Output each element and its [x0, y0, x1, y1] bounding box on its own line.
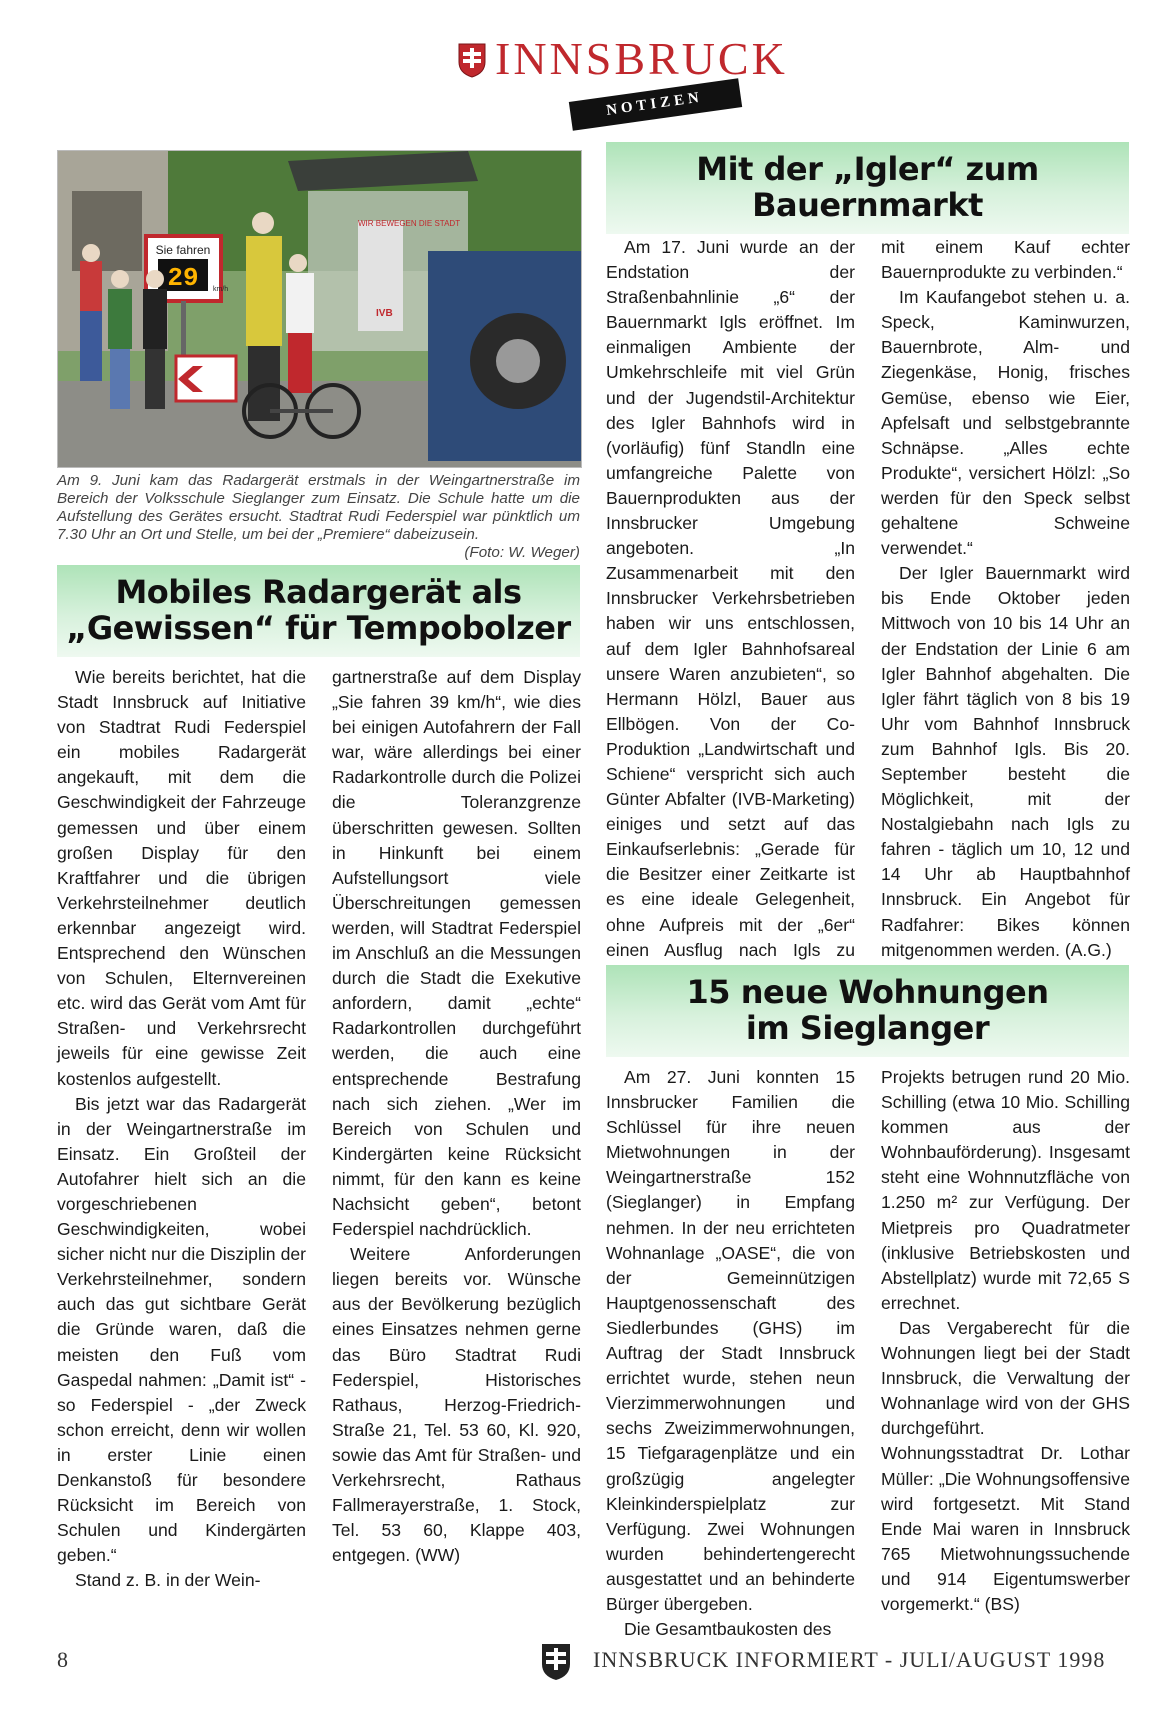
headline-box-igler	[606, 142, 1129, 234]
paragraph: Am 17. Juni wurde an der Endstation der Straßenbahnlinie „6“ der Bauernmarkt Igls eröffnet. Im einmaligen Ambiente der Umkehrschleife mit viel Grün und der Jugendstil-Architektur des Igler Bahnhofs wird in (vorläufig) fünf Standln eine umfangreiche Palette von Bauernprodukten aus der Innsbrucker Umgebung angeboten. „In Zusammenarbeit mit den Innsbrucker Verkehrsbetrieben haben wir uns entschlossen, auf dem Igler Bahnhofsareal unsere Waren anzubieten“, so Hermann Hölzl, Bauer aus Ellbögen. Von der Co-Produktion „Landwirtschaft und Schiene“ verspricht sich auch Günter Abfalter (IVB-Marketing) einiges und setzt auf das Einkaufserlebnis: „Gerade für die Besitzer einer Zeitkarte ist es eine ideale Gelegenheit, ohne Aufpreis mit der „6er“ einen Ausflug nach Igls zu	[606, 237, 855, 960]
radar-sign-unit: km/h	[213, 286, 229, 293]
radar-sign-label: Sie fahren	[155, 243, 211, 257]
poster-brand: IVB	[376, 308, 393, 319]
headline-igler: Mit der „Igler“ zum Bauernmarkt	[696, 150, 1039, 224]
igler-column-2	[881, 235, 1130, 963]
paragraph: Die Gesamtbaukosten des	[624, 1619, 832, 1640]
paragraph: Weitere Anforderungen liegen bereits vor. Wünsche aus der Bevölkerung bezüglich eines Einsatzes nehmen gerne das Büro Stadtrat Rudi Federspiel, Historisches Rathaus, Herzog-Friedrich-Straße 21, Tel. 53 60, Kl. 920, sowie das Amt für Straßen- und Verkehrsrecht, Rathaus Fallmerayerstraße, 1. Stock, Tel. 53 60, Klappe 403, entgegen. (WW)	[332, 1244, 581, 1566]
paragraph: mit einem Kauf echter Bauernprodukte zu verbinden.“	[881, 237, 1130, 283]
headline-wohnungen: 15 neue Wohnungen im Sieglanger	[686, 973, 1049, 1047]
paragraph: Der Igler Bauernmarkt wird bis Ende Oktober jeden Mittwoch von 10 bis 14 Uhr an der Endstation der Linie 6 am Igler Bahnhof abgehalten. Die Igler fährt täglich von 8 bis 19 Uhr vom Bahnhof Innsbruck zum Bahnhof Igls. Bis 20. September besteht die Möglichkeit, mit der Nostalgiebahn nach Igls zu fahren - täglich um 10, 12 und 14 Uhr ab Hauptbahnhof Innsbruck. Ein Angebot für Radfahrer: Bikes können mitgenommen werden. (A.G.)	[881, 563, 1130, 960]
paragraph: Bis jetzt war das Radargerät in der Weingartnerstraße im Einsatz. Ein Großteil der Autofahrer hielt sich an die vorgeschriebenen Geschwindigkeiten, wobei sicher nicht nur die Disziplin der Verkehrsteilnehmer, sondern auch das gut sichtbare Gerät die Gründe waren, daß die meisten den Fuß vom Gaspedal nahmen: „Damit ist“ - so Federspiel - „der Zweck schon erreicht, denn wir wollen in erster Linie einen Denkanstoß für besondere Rücksicht im Bereich von Schulen und Kindergärten geben.“	[57, 1093, 306, 1566]
headline-box-wohnungen	[606, 965, 1129, 1057]
headline-radar: Mobiles Radargerät als „Gewissen“ für Tempobolzer	[66, 573, 571, 647]
footer-publication: INNSBRUCK INFORMIERT - JULI/AUGUST 1998	[593, 1647, 1106, 1672]
paragraph: Am 27. Juni konnten 15 Innsbrucker Familien die Schlüssel für ihre neuen Mietwohnungen in der Weingartnerstraße 152 (Sieglanger) in Empfang nehmen. In der neu errichteten Wohnanlage „OASE“, die von der Gemeinnützigen Hauptgenossenschaft des Siedlerbundes (GHS) im Auftrag der Stadt Innsbruck errichtet wurde, stehen neun Vierzimmerwohnungen und sechs Zweizimmerwohnungen, 15 Tiefgaragenplätze und ein großzügig angelegter Kleinkinderspielplatz zur Verfügung. Zwei Wohnungen wurden behindertengerecht ausgestattet und an behinderte Bürger übergeben.	[606, 1067, 855, 1614]
masthead	[455, 33, 788, 124]
paragraph: Projekts betrugen rund 20 Mio. Schilling (etwa 10 Mio. Schilling kommen aus der Wohnbauförderung). Insgesamt steht eine Wohnnutzfläche von 1.250 m² zur Verfügung. Der Mietpreis pro Quadratmeter (inklusive Betriebskosten und Abstellplatz) wurde mit 72,65 S errechnet.	[881, 1067, 1130, 1313]
masthead-title: INNSBRUCK	[495, 33, 788, 84]
paragraph: Stand z. B. in der Wein-	[75, 1570, 261, 1591]
igler-column-1	[606, 235, 855, 988]
radar-column-1	[57, 665, 306, 1593]
article-photo	[57, 150, 582, 468]
city-crest-icon	[457, 42, 487, 78]
paragraph: Wie bereits berichtet, hat die Stadt Innsbruck auf Initiative von Stadtrat Rudi Federspiel ein mobiles Radargerät angekauft, mit dem die Geschwindigkeit der Fahrzeuge gemessen und über einem großen Display für den Kraftfahrer und die übrigen Verkehrsteilnehmer deutlich erkennbar angezeigt wird. Entsprechend den Wünschen von Schulen, Elternvereinen etc. wird das Gerät vom Amt für Straßen- und Verkehrsrecht jeweils für eine gewisse Zeit kostenlos aufgestellt.	[57, 667, 306, 1089]
footer-crest-icon	[540, 1642, 572, 1682]
poster-text: WIR BEWEGEN DIE STADT	[358, 219, 461, 228]
page-number: 8	[57, 1647, 68, 1672]
photo-illustration	[58, 151, 581, 467]
radar-sign-value: 29	[167, 263, 199, 293]
paragraph: gartnerstraße auf dem Display „Sie fahren 39 km/h“, wie dies bei einigen Autofahrern der Fall war, wäre allerdings bei einer Radarkontrolle durch die Polizei die Toleranzgrenze überschritten gewesen. Sollten in Hinkunft bei einem Aufstellungsort viele Überschreitungen gemessen werden, will Stadtrat Federspiel im Anschluß an die Messungen durch die Stadt die Exekutive anfordern, damit „echte“ Radarkontrollen durchgeführt werden, die auch eine entsprechende Bestrafung nach sich ziehen. „Wer im Bereich von Schulen und Kindergärten keine Rücksicht nimmt, für den kann es keine Nachsicht geben“, betont Federspiel nachdrücklich.	[332, 667, 581, 1240]
masthead-tag: NOTIZEN	[569, 78, 743, 131]
wohnungen-column-2	[881, 1065, 1130, 1617]
photo-credit: (Foto: W. Weger)	[464, 544, 580, 561]
caption-text: Am 9. Juni kam das Radargerät erstmals in der Weingartnerstraße im Bereich der Volksschule Sieglanger zum Einsatz. Die Schule hatte um die Aufstellung des Gerätes ersucht. Stadtrat Rudi Federspiel war pünktlich um 7.30 Uhr an Ort und Stelle, um bei der „Premiere“ dabeizusein.	[57, 472, 580, 543]
paragraph: Das Vergaberecht für die Wohnungen liegt bei der Stadt Innsbruck, die Verwaltung der Wohnanlage wird von der GHS durchgeführt. Wohnungsstadtrat Dr. Lothar Müller: „Die Wohnungsoffensive wird fortgesetzt. Mit Stand Ende Mai waren in Innsbruck 765 Mietwohnungssuchende und 914 Eigentumswerber vorgemerkt.“ (BS)	[881, 1317, 1130, 1614]
photo-caption	[57, 472, 580, 562]
wohnungen-column-1	[606, 1065, 855, 1642]
paragraph: Im Kaufangebot stehen u. a. Speck, Kaminwurzen, Bauernbrote, Alm- und Ziegenkäse, Honig, frisches Gemüse, ebenso wie Eier, Apfelsaft und selbstgebrannte Schnäpse. „Alles echte Produkte“, versichert Hölzl: „So werden für den Speck selbst gehaltene Schweine verwendet.“	[881, 287, 1130, 559]
headline-box-radar	[57, 565, 580, 657]
radar-column-2	[332, 665, 581, 1568]
